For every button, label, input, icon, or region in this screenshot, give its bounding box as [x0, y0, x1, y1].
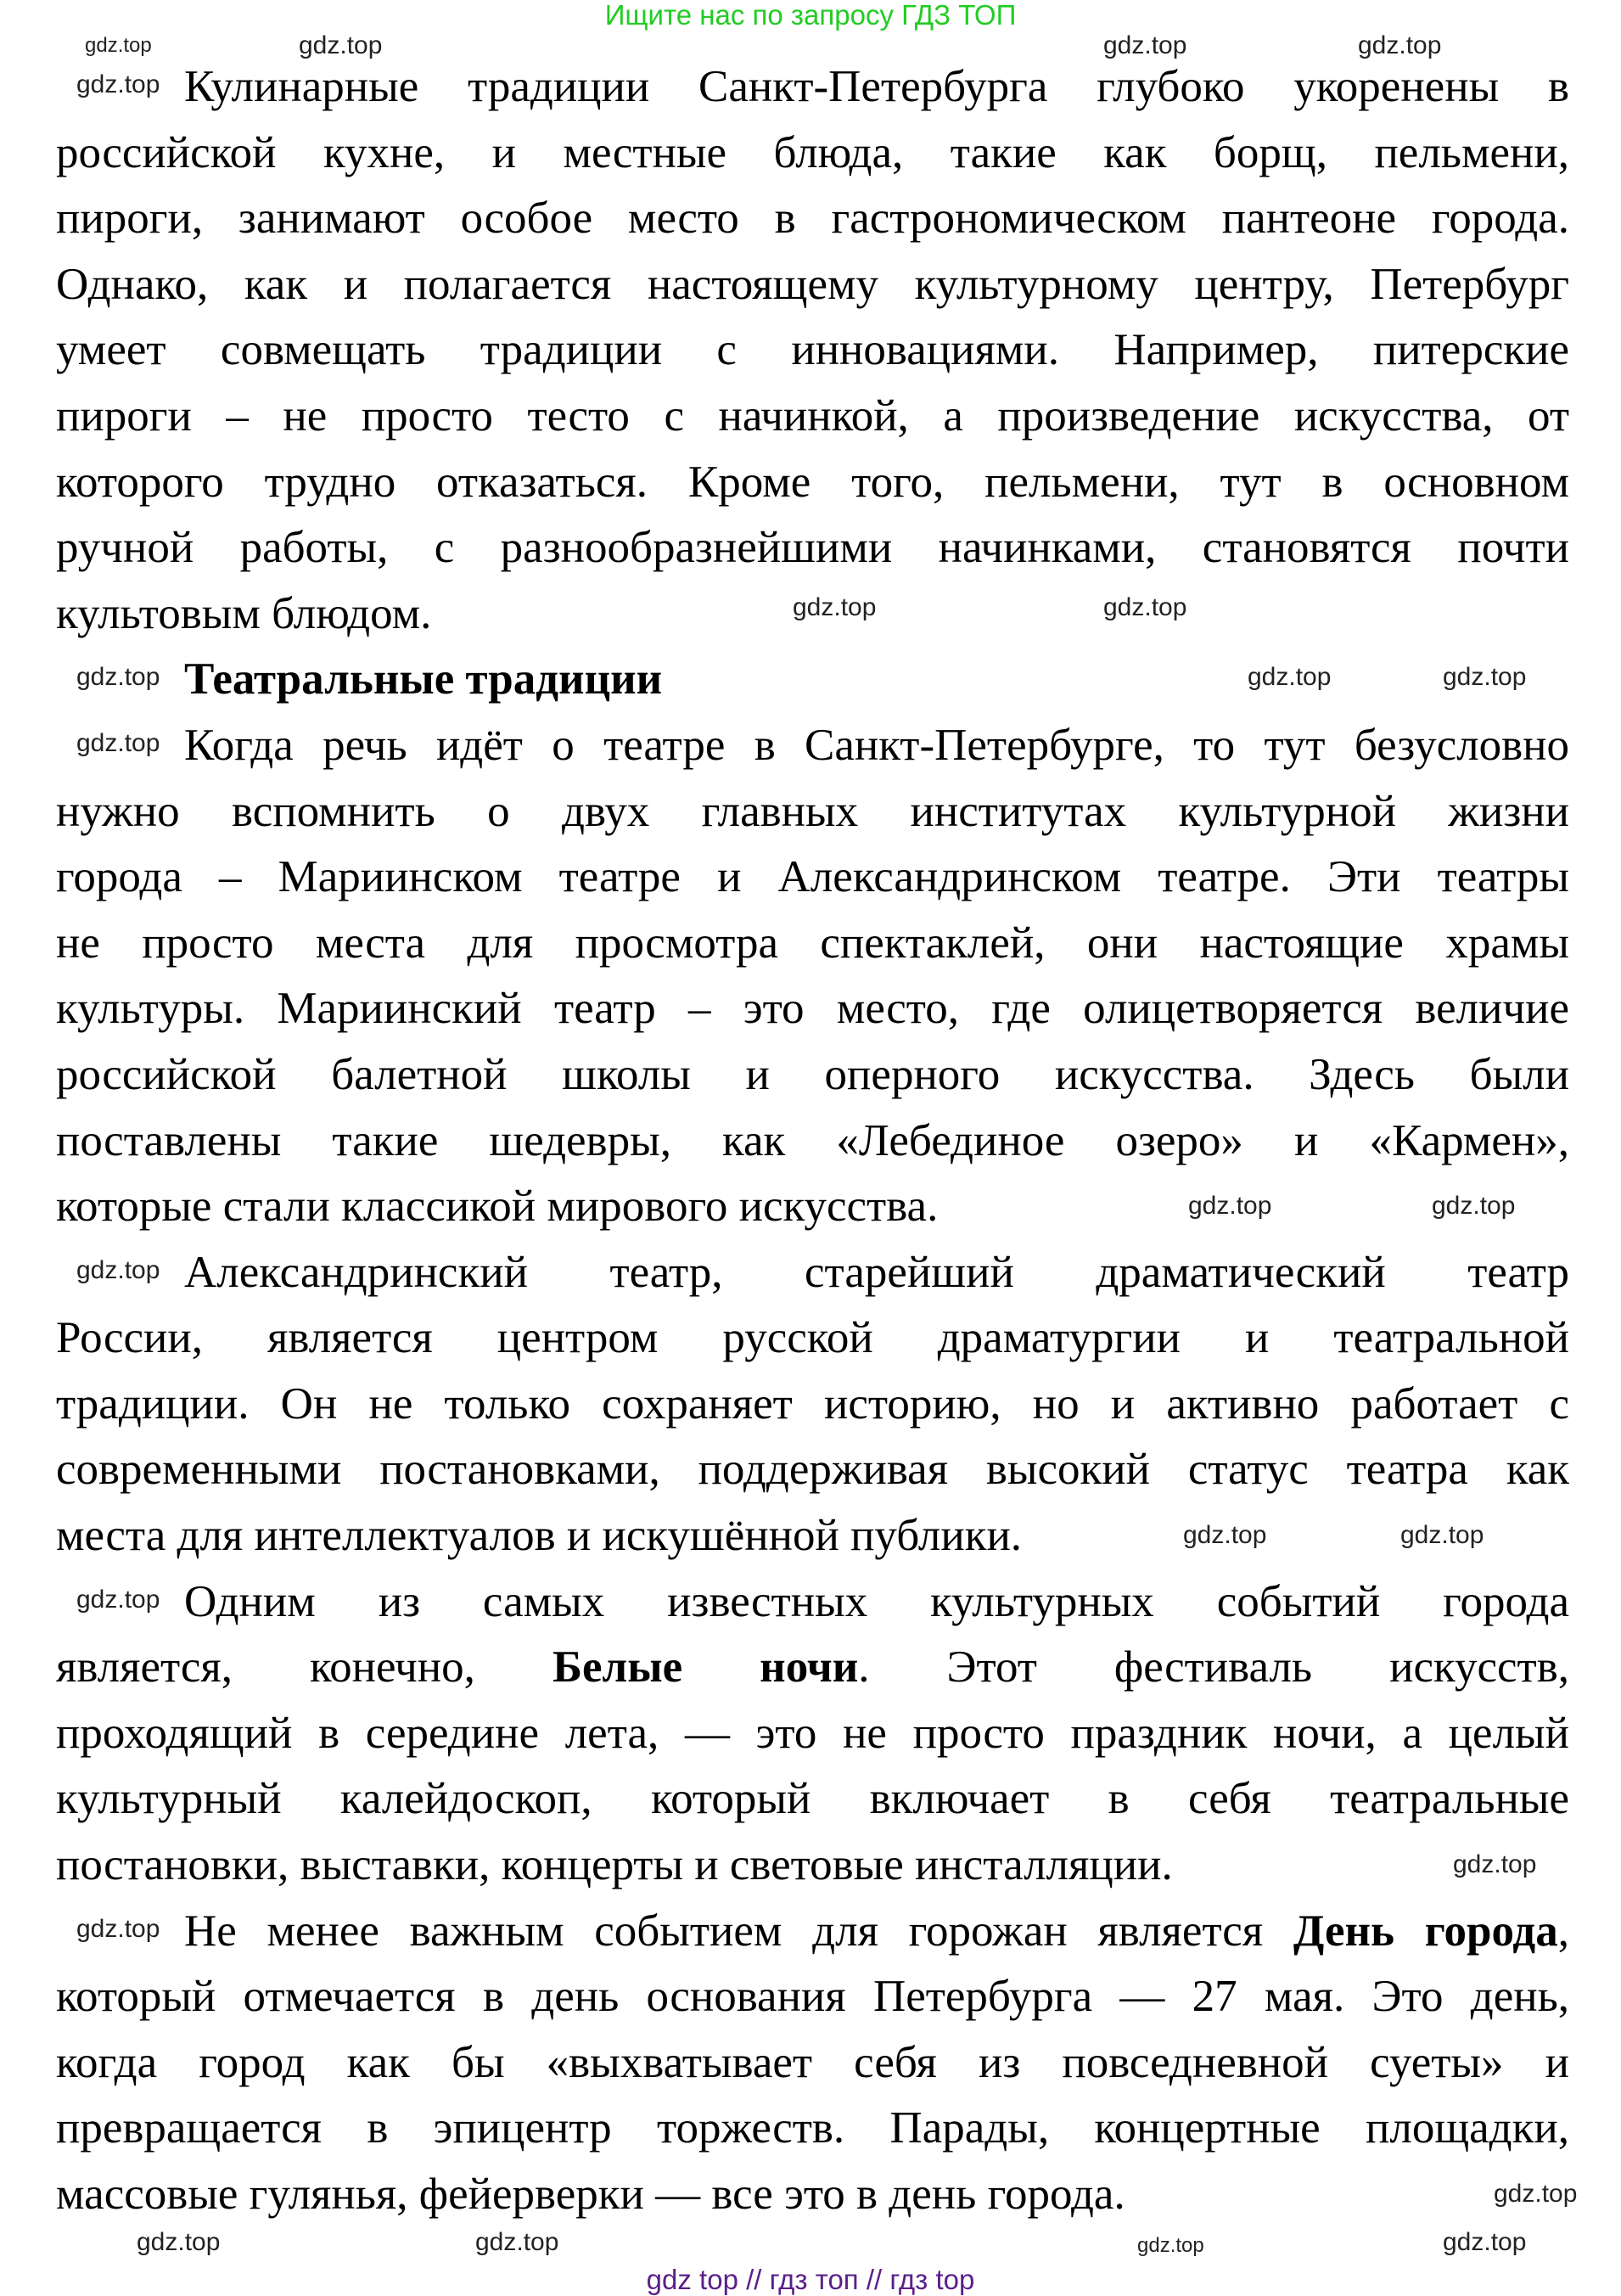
- text-segment: пироги – не просто тесто с начинкой, а произведение искусства, от: [56, 390, 1569, 441]
- text-segment: Одним из самых известных культурных событий города: [184, 1576, 1569, 1626]
- text-line: [56, 186, 1569, 252]
- watermark: gdz.top: [1494, 2180, 1578, 2208]
- text-line: [56, 2162, 1569, 2228]
- text-line: [56, 317, 1569, 384]
- text-segment: превращается в эпицентр торжеств. Парады, концертные площадки,: [56, 2103, 1569, 2153]
- watermark: gdz.top: [1400, 1521, 1484, 1549]
- watermark: gdz.top: [76, 1915, 160, 1943]
- section-heading: [56, 647, 1569, 713]
- text-segment: Кулинарные традиции Санкт-Петербурга глубоко укоренены в: [184, 62, 1569, 111]
- text-segment: пироги, занимают особое место в гастрономическом пантеоне города.: [56, 194, 1569, 244]
- text-segment: Не менее важным событием для горожан является: [184, 1906, 1293, 1956]
- text-segment: современными постановками, поддерживая высокий статус театра как: [56, 1445, 1569, 1495]
- text-segment: является, конечно,: [56, 1642, 552, 1693]
- text-segment: проходящий в середине лета, — это не просто праздник ночи, а целый: [56, 1708, 1569, 1758]
- watermark: gdz.top: [76, 1586, 160, 1614]
- watermark: gdz.top: [85, 34, 152, 57]
- watermark: gdz.top: [76, 1256, 160, 1284]
- text-segment: нужно вспомнить о двух главных институтах культурной жизни: [56, 786, 1569, 836]
- text-segment: культовым блюдом.: [56, 588, 432, 638]
- watermark: gdz.top: [299, 31, 383, 59]
- text-segment: который отмечается в день основания Петербурга — 27 мая. Это день,: [56, 1972, 1569, 2022]
- text-line: [56, 1503, 1569, 1569]
- text-line: [56, 252, 1569, 318]
- text-line: [56, 1701, 1569, 1767]
- text-line: [56, 1042, 1569, 1109]
- text-line: [56, 1635, 1569, 1701]
- text-segment: места для интеллектуалов и искушённой публики.: [56, 1511, 1023, 1561]
- text-segment: . Этот фестиваль искусств,: [858, 1642, 1569, 1693]
- text-line: [56, 779, 1569, 845]
- text-segment: культуры. Мариинский театр – это место, где олицетворяется величие: [56, 984, 1569, 1034]
- watermark: gdz.top: [475, 2228, 559, 2256]
- document-body: [56, 54, 1569, 2228]
- text-line: [56, 54, 1569, 121]
- search-banner: Ищите нас по запросу ГДЗ ТОП: [604, 0, 1017, 31]
- text-segment: постановки, выставки, концерты и световые инсталляции.: [56, 1840, 1173, 1890]
- watermark: gdz.top: [1453, 1850, 1537, 1878]
- text-segment: поставлены такие шедевры, как «Лебединое озеро» и «Кармен»,: [56, 1115, 1569, 1165]
- text-segment: которого трудно отказаться. Кроме того, пельмени, тут в основном: [56, 457, 1569, 507]
- text-line: [56, 911, 1569, 977]
- watermark: gdz.top: [1188, 1192, 1272, 1220]
- text-line: [56, 2030, 1569, 2097]
- text-segment: Однако, как и полагается настоящему культурному центру, Петербург: [56, 259, 1569, 309]
- watermark: gdz.top: [1103, 31, 1187, 59]
- watermark: gdz.top: [1137, 2234, 1204, 2257]
- bold-text: Белые ночи: [552, 1642, 859, 1693]
- text-segment: Когда речь идёт о театре в Санкт-Петербурге, то тут безусловно: [184, 720, 1569, 770]
- watermark: gdz.top: [76, 663, 160, 691]
- text-segment: Александринский театр, старейший драматический театр: [184, 1247, 1569, 1297]
- text-line: [56, 1899, 1569, 1965]
- text-line: [56, 121, 1569, 187]
- text-segment: умеет совмещать традиции с инновациями. Например, питерские: [56, 325, 1569, 375]
- text-segment: когда город как бы «выхватывает себя из повседневной суеты» и: [56, 2037, 1569, 2087]
- watermark: gdz.top: [1443, 663, 1527, 691]
- bold-text: День города: [1293, 1906, 1558, 1956]
- text-segment: которые стали классикой мирового искусства.: [56, 1182, 939, 1232]
- text-segment: России, является центром русской драматургии и театральной: [56, 1313, 1569, 1363]
- text-line: [56, 450, 1569, 516]
- text-segment: массовые гулянья, фейерверки — все это в день города.: [56, 2170, 1125, 2219]
- text-segment: культурный калейдоскоп, который включает в себя театральные: [56, 1774, 1569, 1824]
- text-line: [56, 1109, 1569, 1175]
- watermark: gdz.top: [1432, 1192, 1516, 1220]
- text-segment: ,: [1557, 1906, 1569, 1956]
- text-line: [56, 1437, 1569, 1503]
- watermark: gdz.top: [76, 70, 160, 98]
- text-line: [56, 1174, 1569, 1240]
- watermark: gdz.top: [1358, 31, 1442, 59]
- text-line: [56, 2096, 1569, 2162]
- text-segment: традиции. Он не только сохраняет историю, но и активно работает с: [56, 1378, 1569, 1429]
- text-segment: ручной работы, с разнообразнейшими начинками, становятся почти: [56, 523, 1569, 573]
- watermark: gdz.top: [793, 593, 877, 621]
- text-segment: не просто места для просмотра спектаклей, они настоящие храмы: [56, 918, 1569, 968]
- text-segment: города – Мариинском театре и Александринском театре. Эти театры: [56, 852, 1569, 902]
- text-line: [56, 515, 1569, 581]
- text-line: [56, 384, 1569, 450]
- text-line: [56, 1964, 1569, 2030]
- text-segment: российской кухне, и местные блюда, такие как борщ, пельмени,: [56, 127, 1569, 177]
- text-line: [56, 713, 1569, 779]
- bold-text: Театральные традиции: [184, 654, 663, 705]
- watermark: gdz.top: [76, 729, 160, 757]
- text-line: [56, 1240, 1569, 1306]
- footer-links[interactable]: gdz top // гдз топ // гдз top: [646, 2264, 975, 2295]
- text-line: [56, 1766, 1569, 1833]
- text-segment: российской балетной школы и оперного искусства. Здесь были: [56, 1049, 1569, 1099]
- text-line: [56, 1833, 1569, 1899]
- text-line: [56, 1305, 1569, 1372]
- text-line: [56, 976, 1569, 1042]
- watermark: gdz.top: [1443, 2228, 1527, 2256]
- text-line: [56, 1569, 1569, 1636]
- watermark: gdz.top: [137, 2228, 221, 2256]
- text-line: [56, 1372, 1569, 1438]
- watermark: gdz.top: [1183, 1521, 1267, 1549]
- watermark: gdz.top: [1248, 663, 1332, 691]
- text-line: [56, 845, 1569, 911]
- watermark: gdz.top: [1103, 593, 1187, 621]
